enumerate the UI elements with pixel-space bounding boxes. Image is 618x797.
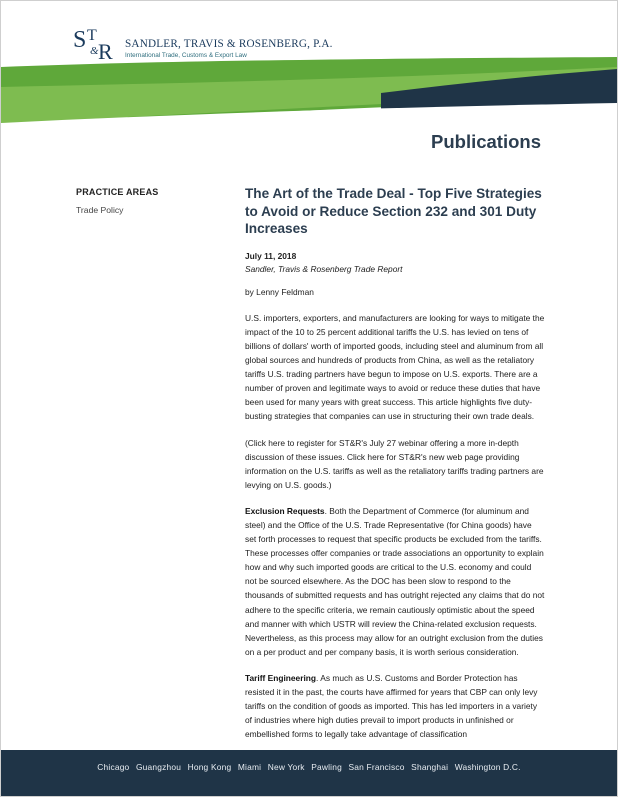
svg-text:&: & — [90, 45, 99, 57]
office-locations — [1, 762, 617, 772]
article-byline: by Lenny Feldman — [245, 286, 314, 297]
office-city: Guangzhou — [135, 762, 182, 772]
office-city: Hong Kong — [187, 762, 232, 772]
office-city: Chicago — [97, 762, 130, 772]
svg-text:S: S — [73, 27, 87, 53]
article — [245, 185, 545, 753]
tariff-engineering-paragraph — [245, 671, 545, 741]
office-city: Washington D.C. — [454, 762, 521, 772]
practice-areas-heading: PRACTICE AREAS — [76, 187, 159, 197]
practice-area-link[interactable]: Trade Policy — [76, 205, 124, 215]
intro-paragraph: U.S. importers, exporters, and manufacturers are looking for ways to mitigate the impact of the 10 to 25 percent additional tariffs the U.S. has levied on tens of billions of dollars' worth of imported goods, including steel and aluminum from all global sources and hundreds of products from China, as well as the retaliatory tariffs U.S. trading partners have begun to impose on U.S. exports. There are a number of proven and legitimate ways to avoid or reduce these duties that have been used for many years with great success. This article highlights five duty-busting strategies that companies can use in structuring their own trade deals. — [245, 312, 545, 422]
section-text: . Both the Department of Commerce (for aluminum and steel) and the Office of the U.S. Trade Representative (for China goods) have set forth processes to request that specific products be excluded from the tariffs. These processes offer companies or trade associations an opportunity to explain how and why such imported goods are critical to the U.S. economy and could not be sourced elsewhere. As the DOC has been slow to respond to the thousands of submitted requests and has outright rejected any claims that do not adhere to the specific criteria, we remain cautiously optimistic about the speed and manner with which USTR will review the China-related exclusion requests. Nevertheless, as this process may allow for an outright exclusion from the duties on a per product and per company basis, it is worth serious consideration. — [245, 505, 545, 657]
office-city: Miami — [237, 762, 262, 772]
page-title: Publications — [431, 131, 541, 152]
section-heading: Exclusion Requests — [245, 505, 325, 516]
exclusion-requests-paragraph — [245, 504, 545, 659]
article-date: July 11, 2018 — [245, 250, 297, 261]
register-note-paragraph[interactable]: (Click here to register for ST&R's July 27 webinar offering a more in-depth discussion of these issues. Click here for ST&R's new web page providing information on the U.S. tariffs as well as the retaliatory tariffs trading partners are levying on U.S. goods.) — [245, 437, 544, 490]
office-city: San Francisco — [348, 762, 405, 772]
firm-name: SANDLER, TRAVIS & ROSENBERG, P.A. — [125, 38, 333, 50]
header-swoosh-banner — [1, 57, 617, 127]
section-heading: Tariff Engineering — [245, 672, 317, 683]
svg-text:T: T — [87, 27, 97, 44]
firm-tagline: International Trade, Customs & Export Law — [125, 52, 247, 59]
article-title: The Art of the Trade Deal - Top Five Strategies to Avoid or Reduce Section 232 and 301 Duty Increases — [245, 186, 542, 237]
article-source: Sandler, Travis & Rosenberg Trade Report — [245, 263, 403, 274]
svg-text:R: R — [98, 39, 113, 64]
office-city: Pawling — [311, 762, 342, 772]
section-text: . As much as U.S. Customs and Border Protection has resisted it in the past, the courts have affirmed for years that CBP can only levy tariffs on the condition of goods as imported. This has led importers in a variety of industries where high duties prevail to import products in unfinished or embellished forms to legally take advantage of classification — [245, 672, 538, 740]
office-city: Shanghai — [411, 762, 449, 772]
footer-bar — [1, 750, 617, 796]
office-city: New York — [267, 762, 305, 772]
